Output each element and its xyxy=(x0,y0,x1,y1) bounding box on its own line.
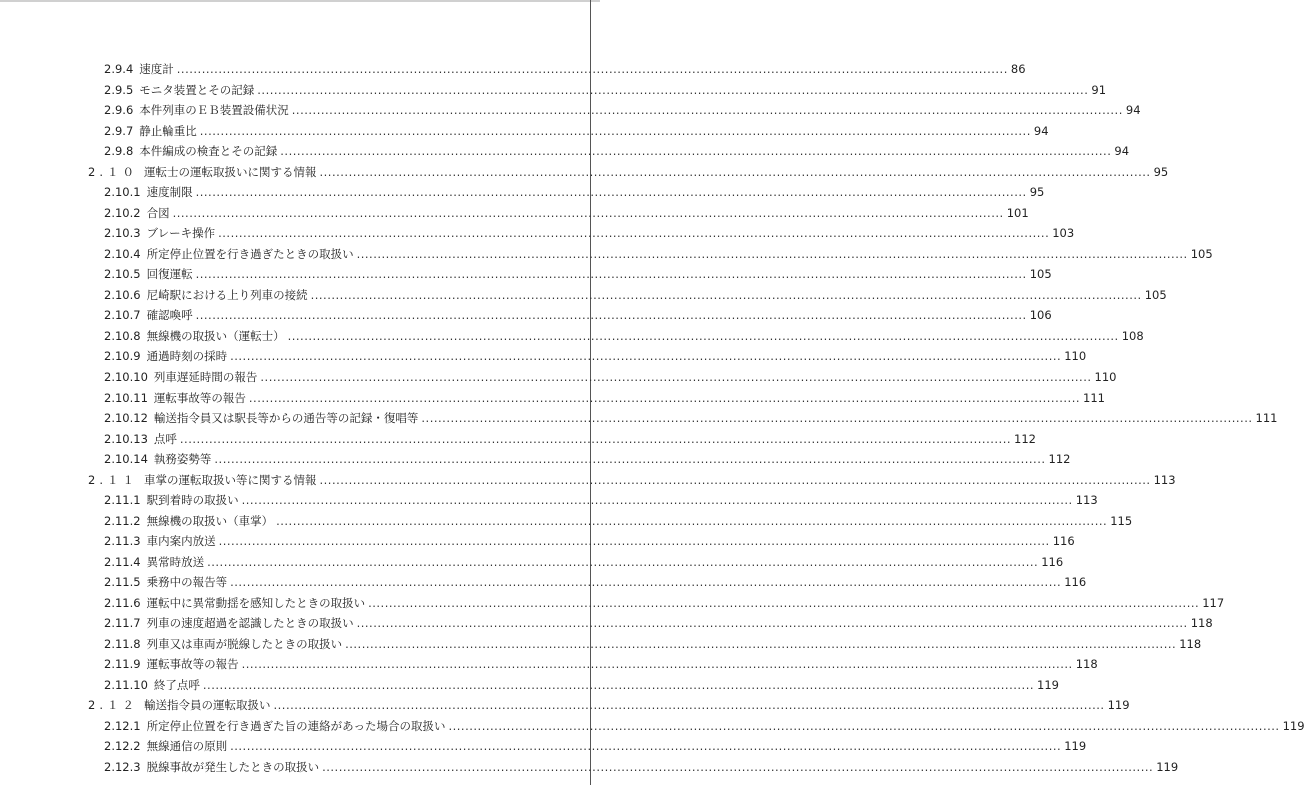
toc-entry-number: 2.11.4 xyxy=(104,554,141,569)
dot-leader: ........................................................................................................................................................................................................ xyxy=(241,657,1073,672)
toc-entry xyxy=(0,264,1052,285)
dot-leader: ........................................................................................................................................................................................................ xyxy=(179,431,1012,446)
toc-entry-page-number: 119 xyxy=(1282,718,1305,733)
toc-entry-number: 2.11.8 xyxy=(104,636,141,651)
dot-leader: ........................................................................................................................................................................................................ xyxy=(356,246,1188,261)
toc-entry-title: 運転中に異常動揺を感知したときの取扱い xyxy=(146,595,366,610)
dot-leader: ........................................................................................................................................................................................................ xyxy=(260,369,1092,384)
toc-entry-number: 2.10.12 xyxy=(104,411,148,426)
toc-entry-title: 合図 xyxy=(146,205,170,220)
toc-entry-number: 2.１１ xyxy=(88,472,138,487)
toc-entry-page-number: 118 xyxy=(1179,636,1202,651)
toc-entry-number: 2.9.4 xyxy=(104,62,134,77)
toc-entry-page-number: 91 xyxy=(1091,82,1107,97)
toc-entry-title: 駅到着時の取扱い xyxy=(146,493,239,508)
dot-leader: ........................................................................................................................................................................................................ xyxy=(218,534,1050,549)
toc-entry-page-number: 118 xyxy=(1190,616,1213,631)
toc-entry xyxy=(0,613,1213,634)
toc-entry xyxy=(0,326,1144,347)
toc-entry-title: 執務姿勢等 xyxy=(153,452,212,467)
dot-leader: ........................................................................................................................................................................................................ xyxy=(280,144,1112,159)
toc-entry-number: 2.10.1 xyxy=(104,185,141,200)
toc-entry xyxy=(0,572,1087,593)
toc-entry xyxy=(0,223,1075,244)
toc-entry-number: 2.11.10 xyxy=(104,677,148,692)
toc-entry xyxy=(0,100,1141,121)
toc-entry xyxy=(0,428,1036,449)
toc-section-entry xyxy=(0,469,1176,490)
toc-entry xyxy=(0,203,1029,224)
toc-entry-number: 2.11.5 xyxy=(104,575,141,590)
toc-entry-number: 2.10.2 xyxy=(104,205,141,220)
dot-leader: ........................................................................................................................................................................................................ xyxy=(448,718,1280,733)
toc-entry-page-number: 95 xyxy=(1153,164,1169,179)
toc-entry-title: 脱線事故が発生したときの取扱い xyxy=(146,759,320,774)
toc-entry-page-number: 105 xyxy=(1144,287,1167,302)
toc-entry xyxy=(0,674,1059,695)
toc-entry xyxy=(0,449,1071,470)
toc-entry-number: 2.9.6 xyxy=(104,103,134,118)
toc-entry-number: 2.10.10 xyxy=(104,369,148,384)
toc-entry-title: 無線機の取扱い（運転士） xyxy=(146,328,285,343)
toc-entry-number: 2.11.3 xyxy=(104,534,141,549)
toc-entry-page-number: 113 xyxy=(1075,493,1098,508)
toc-entry-number: 2.9.7 xyxy=(104,123,134,138)
toc-entry-number: 2.12.3 xyxy=(104,759,141,774)
toc-entry-number: 2.10.9 xyxy=(104,349,141,364)
toc-entry-title: 所定停止位置を行き過ぎたときの取扱い xyxy=(146,246,354,261)
toc-entry-title: 輸送指令員の運転取扱い xyxy=(143,698,271,713)
toc-entry xyxy=(0,757,1179,778)
dot-leader: ........................................................................................................................................................................................................ xyxy=(319,472,1151,487)
toc-entry-number: 2.10.5 xyxy=(104,267,141,282)
toc-entry-title: 車内案内放送 xyxy=(146,534,216,549)
toc-entry-page-number: 110 xyxy=(1064,349,1087,364)
dot-leader: ........................................................................................................................................................................................................ xyxy=(214,452,1046,467)
toc-entry-number: 2.12.2 xyxy=(104,739,141,754)
toc-entry-page-number: 113 xyxy=(1153,472,1176,487)
toc-entry-number: 2.11.6 xyxy=(104,595,141,610)
toc-entry-page-number: 116 xyxy=(1064,575,1087,590)
toc-entry-number: 2.11.1 xyxy=(104,493,141,508)
toc-entry-title: 本件列車のＥＢ装置設備状況 xyxy=(139,103,289,118)
toc-entry-page-number: 119 xyxy=(1107,698,1130,713)
toc-entry-title: 運転事故等の報告 xyxy=(153,390,246,405)
toc-entry-page-number: 118 xyxy=(1075,657,1098,672)
toc-entry-title: 列車遅延時間の報告 xyxy=(153,369,258,384)
toc-entry-title: 回復運転 xyxy=(146,267,193,282)
toc-entry-number: 2.9.8 xyxy=(104,144,134,159)
dot-leader: ........................................................................................................................................................................................................ xyxy=(172,205,1004,220)
toc-entry-title: 尼崎駅における上り列車の接続 xyxy=(146,287,308,302)
dot-leader: ........................................................................................................................................................................................................ xyxy=(310,287,1142,302)
toc-section-entry xyxy=(0,695,1130,716)
dot-leader: ........................................................................................................................................................................................................ xyxy=(322,759,1154,774)
toc-section-entry xyxy=(0,162,1169,183)
toc-entry-page-number: 106 xyxy=(1029,308,1052,323)
toc-entry-number: 2.１０ xyxy=(88,164,138,179)
toc-entry-page-number: 101 xyxy=(1006,205,1029,220)
toc-entry-title: 無線通信の原則 xyxy=(146,739,228,754)
dot-leader: ........................................................................................................................................................................................................ xyxy=(421,411,1253,426)
toc-entry-title: 点呼 xyxy=(153,431,177,446)
toc-entry-page-number: 115 xyxy=(1110,513,1133,528)
table-of-contents xyxy=(0,59,1305,777)
dot-leader: ........................................................................................................................................................................................................ xyxy=(199,123,1031,138)
toc-entry-title: 輸送指令員又は駅長等からの通告等の記録・復唱等 xyxy=(153,411,419,426)
toc-entry-page-number: 94 xyxy=(1033,123,1049,138)
toc-entry xyxy=(0,531,1075,552)
toc-entry xyxy=(0,633,1202,654)
toc-entry xyxy=(0,305,1052,326)
toc-entry-page-number: 110 xyxy=(1094,369,1117,384)
dot-leader: ........................................................................................................................................................................................................ xyxy=(368,595,1200,610)
toc-entry xyxy=(0,510,1133,531)
toc-entry-title: 終了点呼 xyxy=(153,677,200,692)
toc-entry-number: 2.10.7 xyxy=(104,308,141,323)
toc-entry-title: 所定停止位置を行き過ぎた旨の連絡があった場合の取扱い xyxy=(146,718,446,733)
toc-entry-page-number: 105 xyxy=(1190,246,1213,261)
dot-leader: ........................................................................................................................................................................................................ xyxy=(195,185,1027,200)
dot-leader: ........................................................................................................................................................................................................ xyxy=(273,698,1105,713)
toc-entry-page-number: 103 xyxy=(1052,226,1075,241)
toc-entry-number: 2.9.5 xyxy=(104,82,134,97)
toc-entry-page-number: 86 xyxy=(1010,62,1026,77)
toc-entry-title: 静止輪重比 xyxy=(139,123,197,138)
toc-entry-page-number: 108 xyxy=(1121,328,1144,343)
toc-entry-title: 本件編成の検査とその記録 xyxy=(139,144,278,159)
toc-entry-number: 2.１２ xyxy=(88,698,138,713)
toc-entry-number: 2.10.13 xyxy=(104,431,148,446)
dot-leader: ........................................................................................................................................................................................................ xyxy=(202,677,1035,692)
toc-entry-title: 車掌の運転取扱い等に関する情報 xyxy=(143,472,317,487)
dot-leader: ........................................................................................................................................................................................................ xyxy=(241,493,1073,508)
toc-entry-number: 2.11.7 xyxy=(104,616,141,631)
toc-entry-page-number: 116 xyxy=(1052,534,1075,549)
dot-leader: ........................................................................................................................................................................................................ xyxy=(291,103,1123,118)
toc-entry-page-number: 105 xyxy=(1029,267,1052,282)
toc-entry xyxy=(0,346,1087,367)
dot-leader: ........................................................................................................................................................................................................ xyxy=(230,349,1062,364)
toc-entry xyxy=(0,490,1098,511)
toc-entry-title: 無線機の取扱い（車掌） xyxy=(146,513,274,528)
toc-entry-page-number: 111 xyxy=(1255,411,1278,426)
toc-entry xyxy=(0,387,1105,408)
toc-entry-page-number: 112 xyxy=(1048,452,1071,467)
dot-leader: ........................................................................................................................................................................................................ xyxy=(230,575,1062,590)
toc-entry xyxy=(0,59,1026,80)
toc-entry xyxy=(0,285,1167,306)
toc-entry xyxy=(0,716,1305,737)
toc-entry-title: 運転士の運転取扱いに関する情報 xyxy=(143,164,317,179)
toc-entry-number: 2.10.6 xyxy=(104,287,141,302)
dot-leader: ........................................................................................................................................................................................................ xyxy=(218,226,1050,241)
dot-leader: ........................................................................................................................................................................................................ xyxy=(276,513,1108,528)
dot-leader: ........................................................................................................................................................................................................ xyxy=(195,308,1027,323)
toc-entry-title: 異常時放送 xyxy=(146,554,205,569)
toc-entry-page-number: 94 xyxy=(1125,103,1141,118)
toc-entry-number: 2.12.1 xyxy=(104,718,141,733)
toc-entry xyxy=(0,121,1049,142)
dot-leader: ........................................................................................................................................................................................................ xyxy=(345,636,1177,651)
toc-entry-number: 2.11.2 xyxy=(104,513,141,528)
dot-leader: ........................................................................................................................................................................................................ xyxy=(195,267,1027,282)
toc-entry-title: 列車又は車両が脱線したときの取扱い xyxy=(146,636,343,651)
toc-entry-page-number: 95 xyxy=(1029,185,1045,200)
toc-entry-page-number: 119 xyxy=(1156,759,1179,774)
toc-entry xyxy=(0,654,1098,675)
toc-entry-title: 運転事故等の報告 xyxy=(146,657,239,672)
toc-entry-title: 速度計 xyxy=(139,62,174,77)
toc-entry-title: 確認喚呼 xyxy=(146,308,193,323)
toc-entry-title: ブレーキ操作 xyxy=(146,226,216,241)
dot-leader: ........................................................................................................................................................................................................ xyxy=(287,328,1119,343)
toc-entry-number: 2.10.3 xyxy=(104,226,141,241)
toc-entry-page-number: 119 xyxy=(1037,677,1059,692)
toc-entry-title: 乗務中の報告等 xyxy=(146,575,228,590)
dot-leader: ........................................................................................................................................................................................................ xyxy=(230,739,1062,754)
toc-entry-page-number: 119 xyxy=(1064,739,1087,754)
toc-entry-number: 2.10.8 xyxy=(104,328,141,343)
toc-entry xyxy=(0,367,1117,388)
toc-entry-number: 2.10.14 xyxy=(104,452,148,467)
toc-entry-page-number: 112 xyxy=(1014,431,1036,446)
toc-entry-number: 2.10.11 xyxy=(104,390,148,405)
dot-leader: ........................................................................................................................................................................................................ xyxy=(257,82,1089,97)
toc-entry-page-number: 116 xyxy=(1041,554,1064,569)
toc-entry xyxy=(0,80,1107,101)
toc-entry-number: 2.10.4 xyxy=(104,246,141,261)
toc-entry-title: 通過時刻の採時 xyxy=(146,349,228,364)
dot-leader: ........................................................................................................................................................................................................ xyxy=(248,390,1081,405)
toc-entry-number: 2.11.9 xyxy=(104,657,141,672)
toc-entry-title: 速度制限 xyxy=(146,185,193,200)
toc-entry-title: 列車の速度超過を認識したときの取扱い xyxy=(146,616,354,631)
dot-leader: ........................................................................................................................................................................................................ xyxy=(207,554,1039,569)
dot-leader: ........................................................................................................................................................................................................ xyxy=(356,616,1188,631)
toc-entry-title: モニタ装置とその記録 xyxy=(139,82,255,97)
toc-entry xyxy=(0,592,1225,613)
toc-entry-page-number: 111 xyxy=(1083,390,1105,405)
toc-entry xyxy=(0,736,1087,757)
toc-entry xyxy=(0,182,1045,203)
page-top-border xyxy=(0,0,600,2)
dot-leader: ........................................................................................................................................................................................................ xyxy=(319,164,1151,179)
toc-entry xyxy=(0,141,1130,162)
toc-entry-page-number: 117 xyxy=(1202,595,1225,610)
toc-entry-page-number: 94 xyxy=(1114,144,1130,159)
toc-entry xyxy=(0,551,1064,572)
toc-entry xyxy=(0,408,1278,429)
toc-entry xyxy=(0,244,1213,265)
dot-leader: ........................................................................................................................................................................................................ xyxy=(176,62,1008,77)
